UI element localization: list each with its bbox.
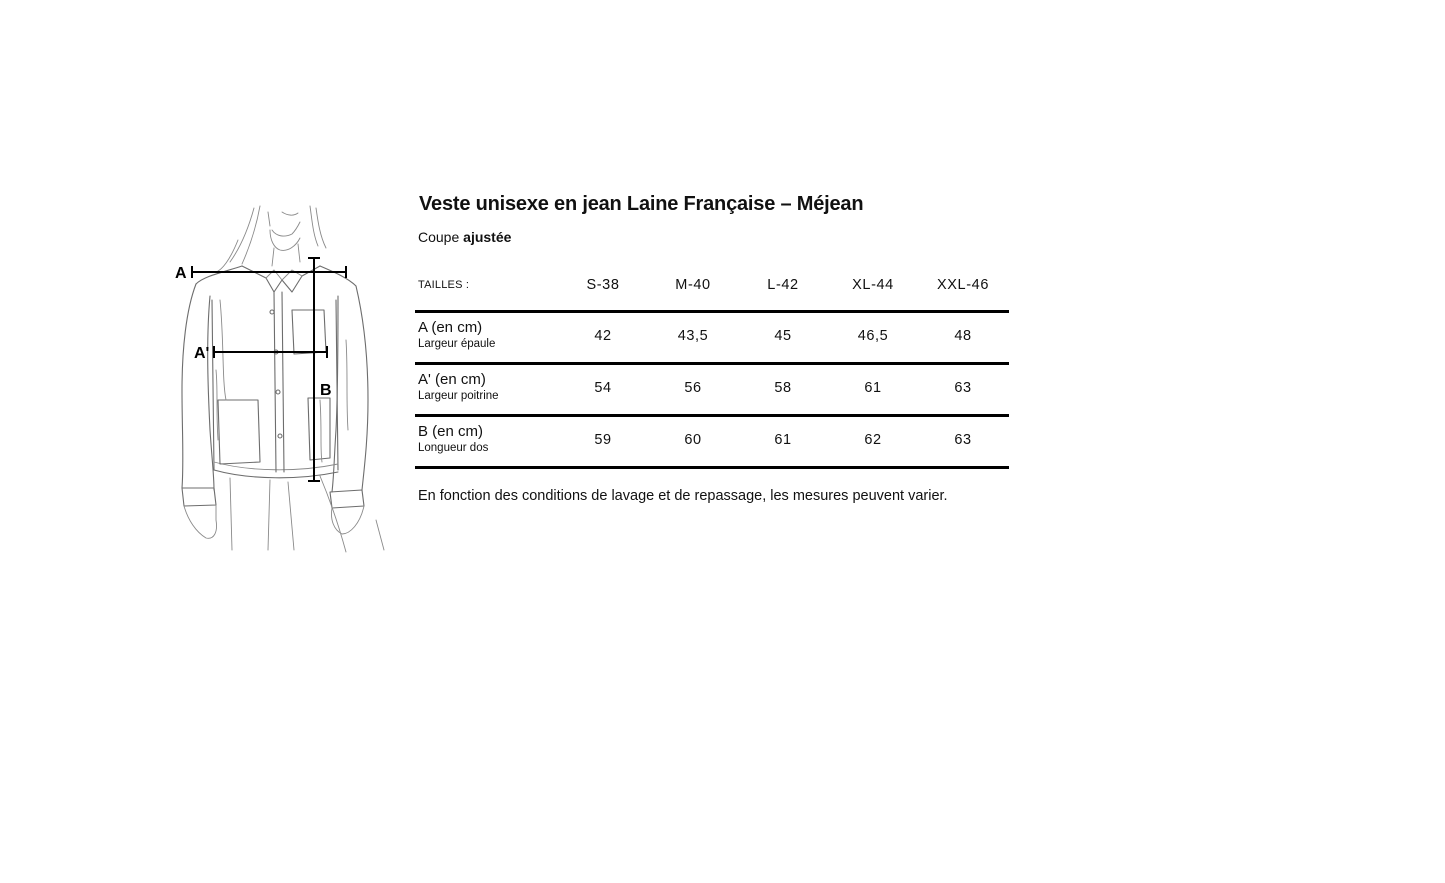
fit-value: ajustée [463, 229, 512, 245]
row-label [418, 423, 488, 455]
table-cell: 58 [774, 380, 792, 396]
fit-line [418, 229, 511, 245]
sizes-label: TAILLES : [418, 279, 470, 291]
table-cell: 59 [594, 432, 612, 448]
table-cell: 62 [864, 432, 882, 448]
table-row [415, 362, 1009, 414]
table-cell: 56 [684, 380, 702, 396]
product-title: Veste unisexe en jean Laine Française – Méjean [419, 193, 864, 215]
size-header: M-40 [675, 277, 711, 293]
table-cell: 63 [954, 380, 972, 396]
table-cell: 63 [954, 432, 972, 448]
size-table [415, 270, 1009, 469]
table-row [415, 414, 1009, 469]
row-name: A' (en cm) [418, 371, 486, 388]
table-cell: 42 [594, 328, 612, 344]
table-cell: 46,5 [857, 328, 889, 344]
table-cell: 43,5 [677, 328, 709, 344]
size-header: XXL-46 [937, 277, 989, 293]
table-cell: 45 [774, 328, 792, 344]
fit-prefix: Coupe [418, 229, 464, 245]
table-cell: 60 [684, 432, 702, 448]
care-note: En fonction des conditions de lavage et de repassage, les mesures peuvent varier. [418, 488, 948, 504]
row-description: Longueur dos [418, 442, 489, 454]
size-header: XL-44 [852, 277, 894, 293]
table-cell: 61 [774, 432, 792, 448]
table-header-row [415, 270, 1009, 310]
row-name: B (en cm) [418, 423, 484, 440]
table-cell: 48 [954, 328, 972, 344]
row-label [418, 371, 499, 403]
table-cell: 61 [864, 380, 882, 396]
measure-label-a-prime: A' [194, 345, 210, 362]
row-label [418, 319, 495, 351]
row-name: A (en cm) [418, 319, 483, 336]
row-description: Largeur épaule [418, 338, 496, 350]
measure-label-a: A [175, 265, 187, 282]
size-header: S-38 [586, 277, 620, 293]
size-header: L-42 [767, 277, 799, 293]
table-cell: 54 [594, 380, 612, 396]
row-description: Largeur poitrine [418, 390, 499, 402]
jacket-sketch [170, 200, 395, 555]
jacket-measurement-illustration [170, 200, 395, 555]
table-row [415, 310, 1009, 362]
measure-label-b: B [320, 382, 332, 399]
